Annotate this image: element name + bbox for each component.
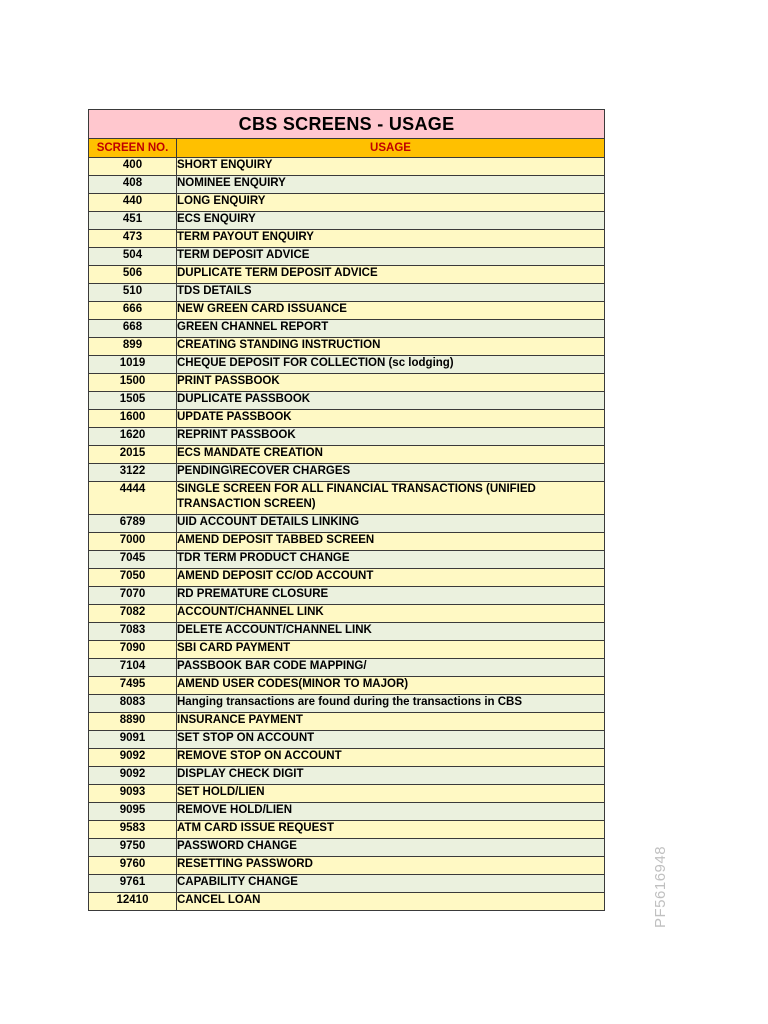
table-row <box>89 158 605 176</box>
table-row <box>89 320 605 338</box>
usage-cell: DISPLAY CHECK DIGIT <box>177 767 605 785</box>
usage-cell: PASSWORD CHANGE <box>177 839 605 857</box>
screen-number-cell: 506 <box>89 266 177 284</box>
screen-number-cell: 666 <box>89 302 177 320</box>
screen-number-cell: 1019 <box>89 356 177 374</box>
table-row <box>89 695 605 713</box>
screen-number-cell: 7050 <box>89 569 177 587</box>
usage-cell: DELETE ACCOUNT/CHANNEL LINK <box>177 623 605 641</box>
usage-cell: SET HOLD/LIEN <box>177 785 605 803</box>
table-row <box>89 785 605 803</box>
screen-number-cell: 7045 <box>89 551 177 569</box>
table-row <box>89 230 605 248</box>
usage-cell: AMEND DEPOSIT TABBED SCREEN <box>177 533 605 551</box>
table-row <box>89 374 605 392</box>
usage-cell: SHORT ENQUIRY <box>177 158 605 176</box>
table-row <box>89 569 605 587</box>
screen-number-cell: 1600 <box>89 410 177 428</box>
screen-number-cell: 7000 <box>89 533 177 551</box>
table-row <box>89 551 605 569</box>
document-id-watermark: PF5616948 <box>652 845 669 928</box>
usage-cell: REMOVE HOLD/LIEN <box>177 803 605 821</box>
usage-cell: ATM CARD ISSUE REQUEST <box>177 821 605 839</box>
table-title: CBS SCREENS - USAGE <box>89 110 605 139</box>
usage-cell: TERM DEPOSIT ADVICE <box>177 248 605 266</box>
usage-cell: CANCEL LOAN <box>177 893 605 911</box>
screen-number-cell: 668 <box>89 320 177 338</box>
screen-number-cell: 2015 <box>89 446 177 464</box>
usage-cell: TDS DETAILS <box>177 284 605 302</box>
usage-cell: LONG ENQUIRY <box>177 194 605 212</box>
table-row <box>89 767 605 785</box>
table-row <box>89 176 605 194</box>
screen-number-cell: 9761 <box>89 875 177 893</box>
table-row <box>89 338 605 356</box>
screen-number-cell: 4444 <box>89 482 177 515</box>
usage-cell: TDR TERM PRODUCT CHANGE <box>177 551 605 569</box>
table-row <box>89 821 605 839</box>
usage-cell: ECS ENQUIRY <box>177 212 605 230</box>
table-row <box>89 857 605 875</box>
table-row <box>89 266 605 284</box>
table-row <box>89 392 605 410</box>
usage-cell: DUPLICATE PASSBOOK <box>177 392 605 410</box>
screen-number-cell: 9750 <box>89 839 177 857</box>
table-row <box>89 677 605 695</box>
usage-cell: TERM PAYOUT ENQUIRY <box>177 230 605 248</box>
usage-cell: UPDATE PASSBOOK <box>177 410 605 428</box>
table-row <box>89 749 605 767</box>
usage-cell: REPRINT PASSBOOK <box>177 428 605 446</box>
screen-number-cell: 504 <box>89 248 177 266</box>
table-row <box>89 212 605 230</box>
screen-number-cell: 899 <box>89 338 177 356</box>
cbs-screens-table <box>88 109 605 911</box>
usage-cell: SBI CARD PAYMENT <box>177 641 605 659</box>
screen-number-cell: 7082 <box>89 605 177 623</box>
screen-number-cell: 1500 <box>89 374 177 392</box>
usage-cell: ECS MANDATE CREATION <box>177 446 605 464</box>
usage-cell: SINGLE SCREEN FOR ALL FINANCIAL TRANSACTIONS (UNIFIED TRANSACTION SCREEN) <box>177 482 605 515</box>
screen-number-cell: 9095 <box>89 803 177 821</box>
usage-cell: NOMINEE ENQUIRY <box>177 176 605 194</box>
screen-number-cell: 440 <box>89 194 177 212</box>
screen-number-cell: 6789 <box>89 515 177 533</box>
table-row <box>89 623 605 641</box>
usage-cell: Hanging transactions are found during the transactions in CBS <box>177 695 605 713</box>
usage-cell: NEW GREEN CARD ISSUANCE <box>177 302 605 320</box>
screen-number-cell: 9093 <box>89 785 177 803</box>
usage-cell: CREATING STANDING INSTRUCTION <box>177 338 605 356</box>
usage-cell: ACCOUNT/CHANNEL LINK <box>177 605 605 623</box>
usage-cell: REMOVE STOP ON ACCOUNT <box>177 749 605 767</box>
usage-cell: AMEND USER CODES(MINOR TO MAJOR) <box>177 677 605 695</box>
screen-number-cell: 7495 <box>89 677 177 695</box>
screen-number-cell: 12410 <box>89 893 177 911</box>
screen-number-cell: 451 <box>89 212 177 230</box>
screen-number-cell: 8083 <box>89 695 177 713</box>
table-row <box>89 194 605 212</box>
screen-number-cell: 400 <box>89 158 177 176</box>
table-row <box>89 839 605 857</box>
table-row <box>89 713 605 731</box>
usage-cell: PENDING\RECOVER CHARGES <box>177 464 605 482</box>
screen-number-cell: 7104 <box>89 659 177 677</box>
usage-cell: INSURANCE PAYMENT <box>177 713 605 731</box>
table-row <box>89 356 605 374</box>
table-row <box>89 803 605 821</box>
usage-cell: PRINT PASSBOOK <box>177 374 605 392</box>
column-header-usage: USAGE <box>177 139 605 158</box>
screen-number-cell: 9760 <box>89 857 177 875</box>
column-header-screen-no: SCREEN NO. <box>89 139 177 158</box>
usage-cell: SET STOP ON ACCOUNT <box>177 731 605 749</box>
screen-number-cell: 9583 <box>89 821 177 839</box>
table-row <box>89 533 605 551</box>
screen-number-cell: 408 <box>89 176 177 194</box>
usage-cell: AMEND DEPOSIT CC/OD ACCOUNT <box>177 569 605 587</box>
table-row <box>89 659 605 677</box>
usage-cell: CAPABILITY CHANGE <box>177 875 605 893</box>
table-row <box>89 641 605 659</box>
table-row <box>89 446 605 464</box>
table-row <box>89 248 605 266</box>
screen-number-cell: 9092 <box>89 767 177 785</box>
usage-cell: UID ACCOUNT DETAILS LINKING <box>177 515 605 533</box>
table-row <box>89 515 605 533</box>
screen-number-cell: 7090 <box>89 641 177 659</box>
table-row <box>89 893 605 911</box>
table-row <box>89 875 605 893</box>
table-row <box>89 464 605 482</box>
screen-number-cell: 1505 <box>89 392 177 410</box>
screen-number-cell: 1620 <box>89 428 177 446</box>
usage-cell: PASSBOOK BAR CODE MAPPING/ <box>177 659 605 677</box>
screen-number-cell: 473 <box>89 230 177 248</box>
table-row <box>89 587 605 605</box>
screen-number-cell: 9091 <box>89 731 177 749</box>
usage-cell: GREEN CHANNEL REPORT <box>177 320 605 338</box>
screen-number-cell: 7083 <box>89 623 177 641</box>
usage-cell: DUPLICATE TERM DEPOSIT ADVICE <box>177 266 605 284</box>
table-row <box>89 605 605 623</box>
screen-number-cell: 7070 <box>89 587 177 605</box>
table-row <box>89 410 605 428</box>
table-row <box>89 428 605 446</box>
table-row <box>89 731 605 749</box>
usage-cell: CHEQUE DEPOSIT FOR COLLECTION (sc lodging) <box>177 356 605 374</box>
table-row <box>89 482 605 515</box>
usage-cell: RD PREMATURE CLOSURE <box>177 587 605 605</box>
screen-number-cell: 3122 <box>89 464 177 482</box>
table-body <box>89 158 605 911</box>
screen-number-cell: 8890 <box>89 713 177 731</box>
table-row <box>89 302 605 320</box>
table-row <box>89 284 605 302</box>
screen-number-cell: 9092 <box>89 749 177 767</box>
screen-number-cell: 510 <box>89 284 177 302</box>
usage-cell: RESETTING PASSWORD <box>177 857 605 875</box>
